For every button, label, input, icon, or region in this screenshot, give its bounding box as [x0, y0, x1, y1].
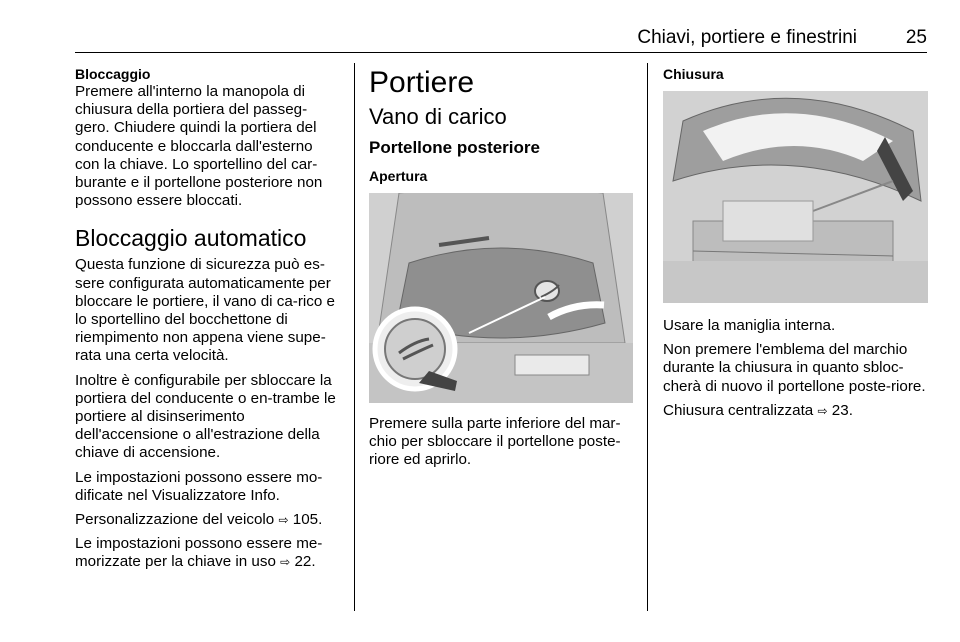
- heading-bloccaggio-automatico: Bloccaggio automatico: [75, 225, 307, 252]
- chapter-title: Chiavi, portiere e finestrini: [637, 27, 857, 48]
- page-header: [75, 26, 927, 50]
- paragraph: Non premere l'emblema del marchio durante la chiusura in quanto sbloc-cherà di nuovo il portellone poste-riore.: [663, 341, 926, 395]
- paragraph-with-reference: Chiusura centralizzata ⇨ 23.: [663, 401, 853, 419]
- reference-arrow-icon: ⇨: [817, 403, 828, 418]
- paragraph: Inoltre è configurabile per sbloccare la portiera del conducente o en-trambe le portiere al disinserimento dell'accensione o all'estrazione della chiave di accensione.: [75, 371, 336, 462]
- column-middle: [369, 66, 633, 476]
- page-reference-link[interactable]: 23.: [831, 401, 853, 419]
- paragraph: Le impostazioni possono essere mo-dificate nel Visualizzatore Info.: [75, 468, 323, 504]
- paragraph: Premere all'interno la manopola di chiusura della portiera del passeg-gero. Chiudere quindi la portiera del conducente e bloccarla dall'esterno con la chiave. Lo sportellino del car-burante e il portellone posteriore non possono essere bloccati.: [75, 83, 323, 210]
- image-caption: Premere sulla parte inferiore del mar-chio per sbloccare il portellone poste-riore ed aprirlo.: [369, 415, 621, 469]
- column-right: [663, 66, 928, 426]
- tailgate-opening-illustration: [369, 193, 633, 403]
- paragraph: Usare la maniglia interna.: [663, 317, 836, 334]
- header-rule: [75, 52, 927, 53]
- paragraph-with-reference: Personalizzazione del veicolo ⇨ 105.: [75, 511, 323, 529]
- section-heading: Portellone posteriore: [369, 138, 540, 157]
- column-divider-1: [354, 63, 355, 611]
- page-reference-link[interactable]: 105.: [292, 511, 323, 529]
- page-number: 25: [905, 27, 927, 48]
- section-subtitle: Vano di carico: [369, 104, 507, 129]
- reference-arrow-icon: ⇨: [280, 555, 291, 570]
- page-reference-link[interactable]: 22.: [294, 553, 316, 571]
- tailgate-closing-illustration: [663, 91, 928, 303]
- section-title: Portiere: [369, 66, 475, 99]
- column-divider-2: [647, 63, 648, 611]
- paragraph: Questa funzione di sicurezza può es-sere configurata automaticamente per bloccare le portiere, il vano di ca-rico e lo sportellino del bocchettone di riempimento non appena viene supe-rata una certa velocità.: [75, 256, 335, 365]
- paragraph-with-reference: Le impostazioni possono essere me-morizzate per la chiave in uso ⇨ 22.: [75, 535, 323, 571]
- column-left: [75, 66, 341, 578]
- heading-chiusura: Chiusura: [663, 66, 724, 82]
- heading-apertura: Apertura: [369, 168, 428, 184]
- reference-arrow-icon: ⇨: [278, 513, 289, 528]
- heading-bloccaggio: Bloccaggio: [75, 66, 151, 82]
